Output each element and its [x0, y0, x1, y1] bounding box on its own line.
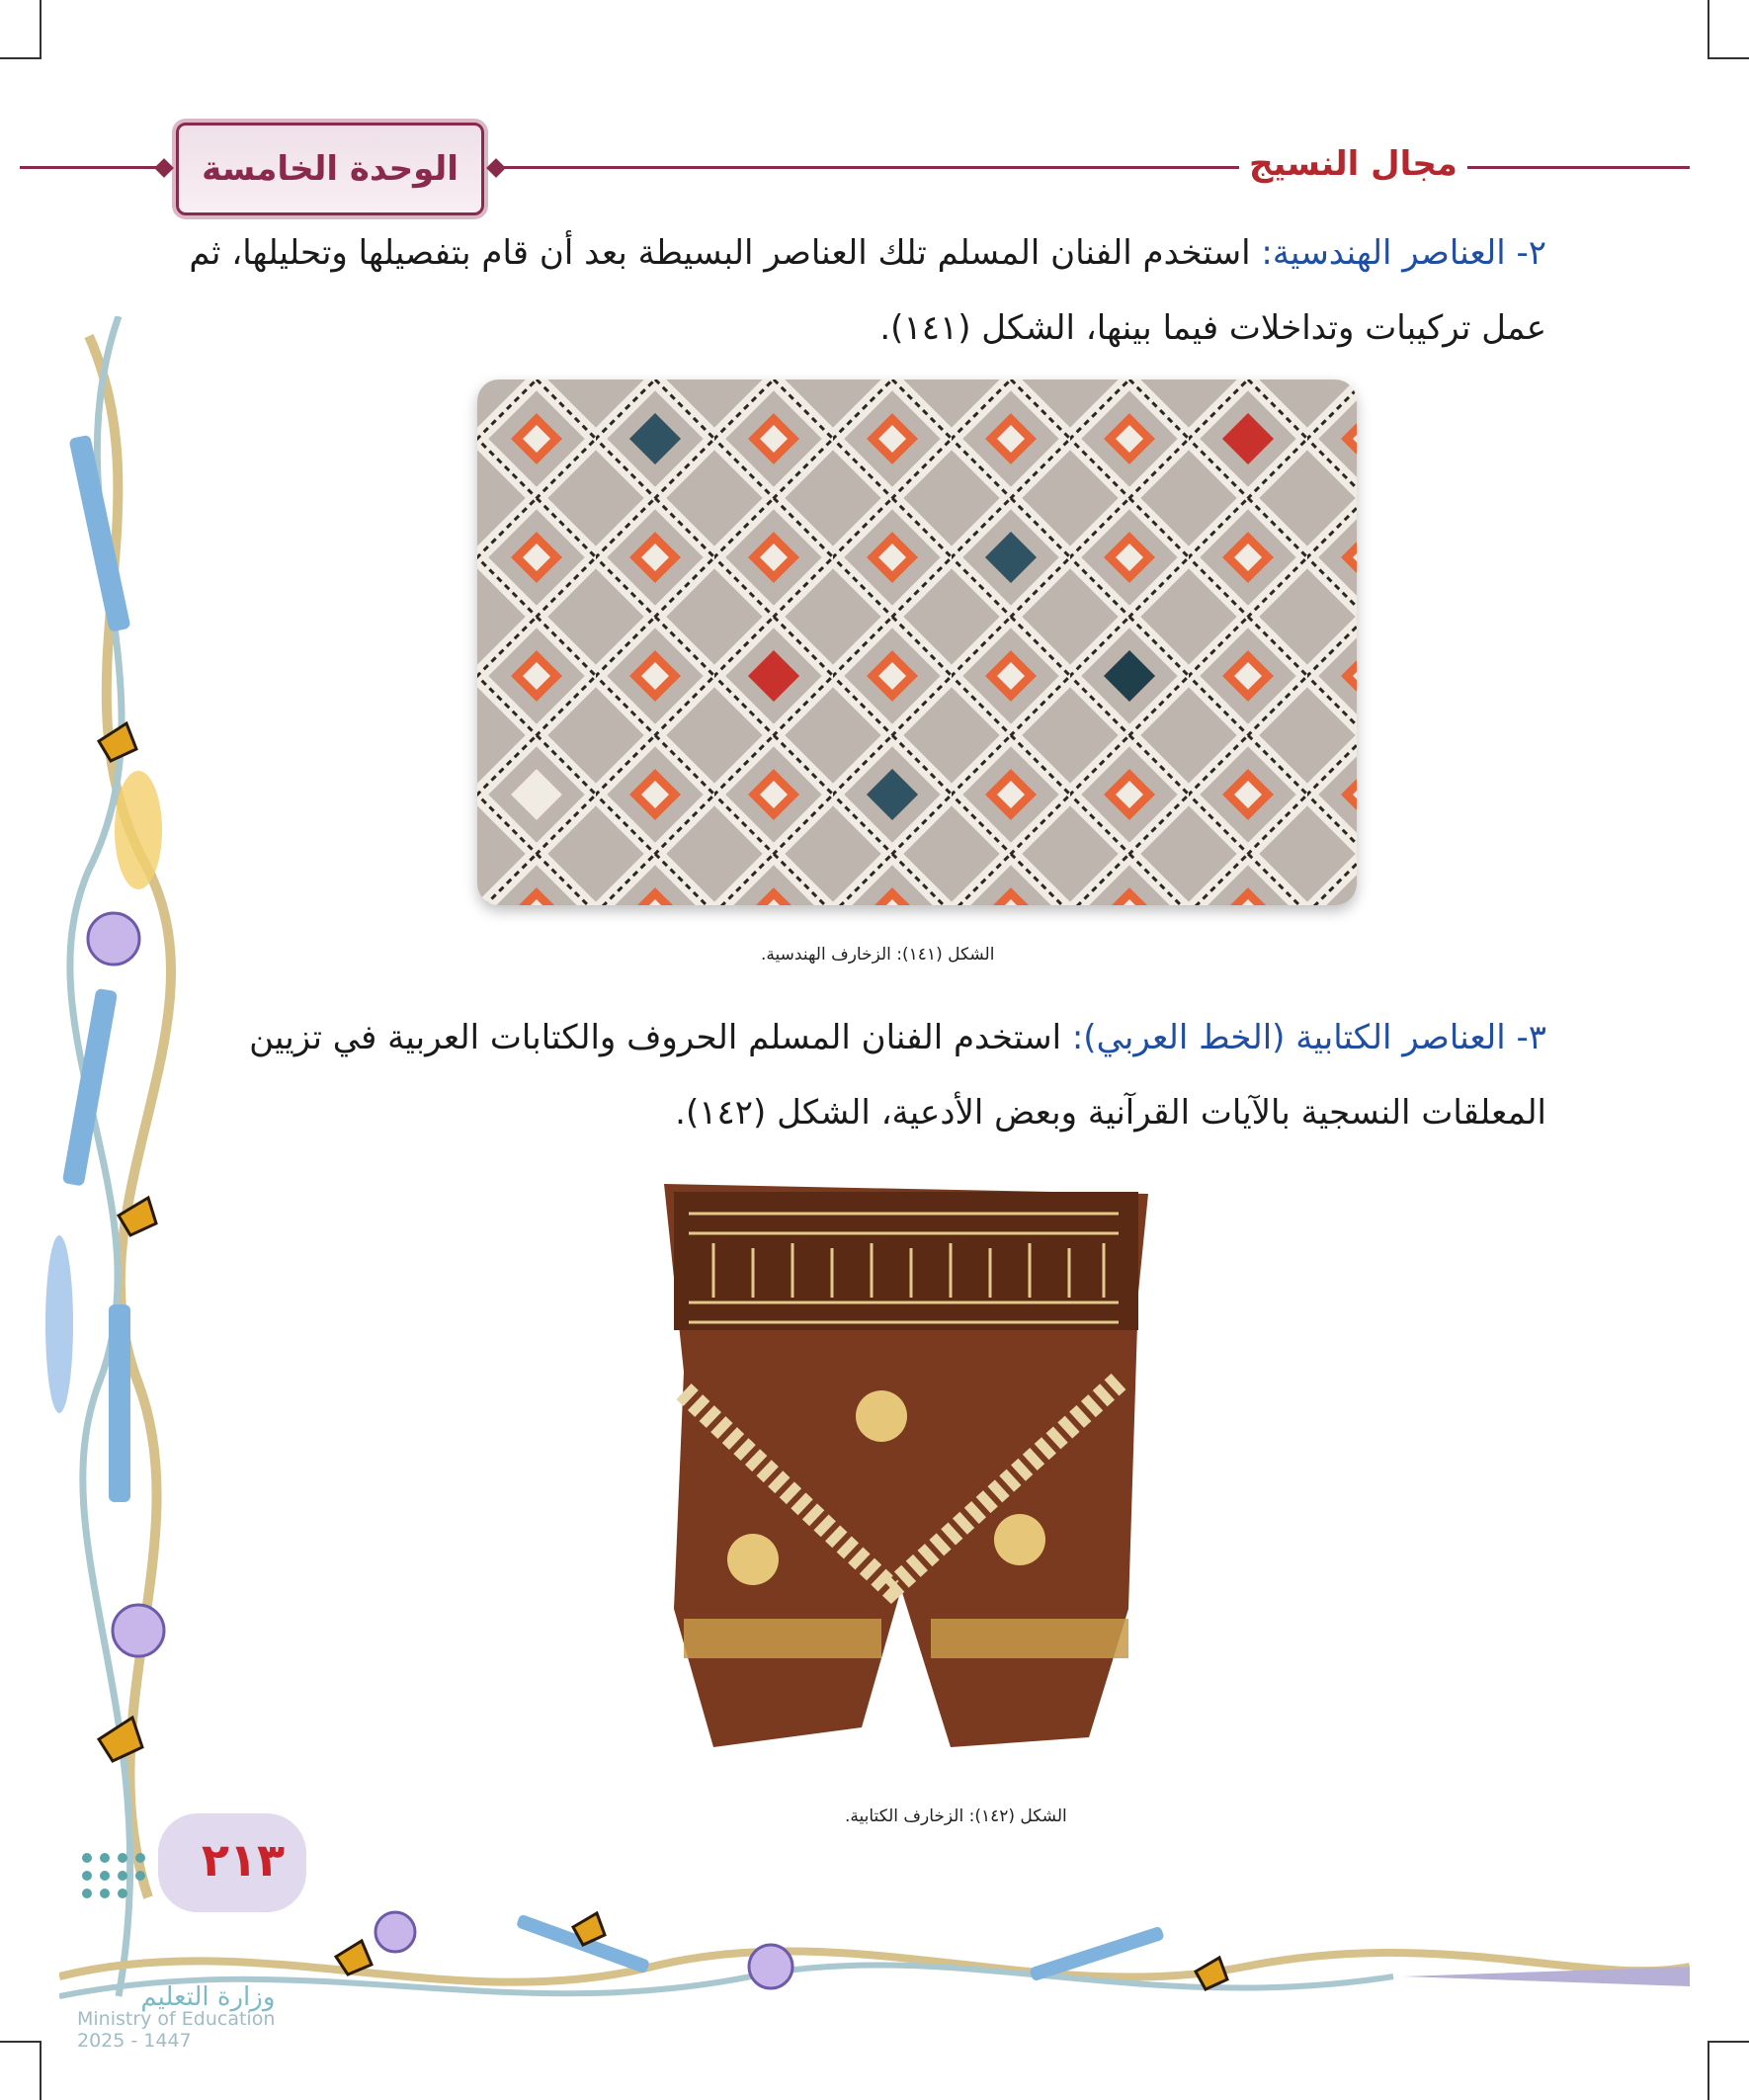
unit-banner: [176, 123, 484, 215]
crop-mark: [1709, 2041, 1749, 2043]
ministry-name-ar: وزارة التعليم: [140, 1982, 276, 2012]
calligraphy-textile-illustration: [654, 1174, 1158, 1757]
geometric-carpet-illustration: [477, 379, 1357, 905]
domain-title: مجال النسيج: [1239, 144, 1467, 184]
ministry-name-en: Ministry of Education: [77, 2008, 276, 2030]
section-2-text: استخدم الفنان المسلم تلك العناصر البسيطة بعد أن قام بتفصيلها وتحليلها، ثم عمل تركيبات وتداخلات فيما بينها، الشكل (١٤١).: [189, 233, 1546, 348]
crop-mark: [1707, 2041, 1709, 2100]
section-3-heading: ٣- العناصر الكتابية (الخط العربي):: [1071, 1018, 1546, 1057]
unit-title: الوحدة الخامسة: [202, 149, 458, 189]
crop-mark: [0, 57, 40, 59]
section-2-heading: ٢- العناصر الهندسية:: [1261, 233, 1546, 273]
figure-142-image: [654, 1174, 1158, 1757]
decorative-border-left: [30, 316, 198, 2056]
section-3-paragraph: [143, 1000, 1546, 1150]
page-number: ٢١٣: [201, 1833, 286, 1887]
crop-mark: [40, 0, 42, 59]
figure-142-caption: الشكل (١٤٢): الزخارف الكتابية.: [845, 1806, 1067, 1826]
crop-mark: [1707, 0, 1709, 59]
section-2-paragraph: [143, 215, 1546, 366]
butterfly-icon: [99, 1718, 142, 1761]
section-3-text: استخدم الفنان المسلم الحروف والكتابات العربية في تزيين المعلقات النسجية بالآيات القرآنية وبعض الأدعية، الشكل (١٤٢).: [249, 1018, 1546, 1133]
figure-141-caption: الشكل (١٤١): الزخارف الهندسية.: [761, 945, 995, 965]
edition-year: 2025 - 1447: [77, 2030, 192, 2052]
figure-141-image: [477, 379, 1357, 905]
decorative-border-bottom: [59, 1907, 1690, 2016]
crop-mark: [1709, 57, 1749, 59]
